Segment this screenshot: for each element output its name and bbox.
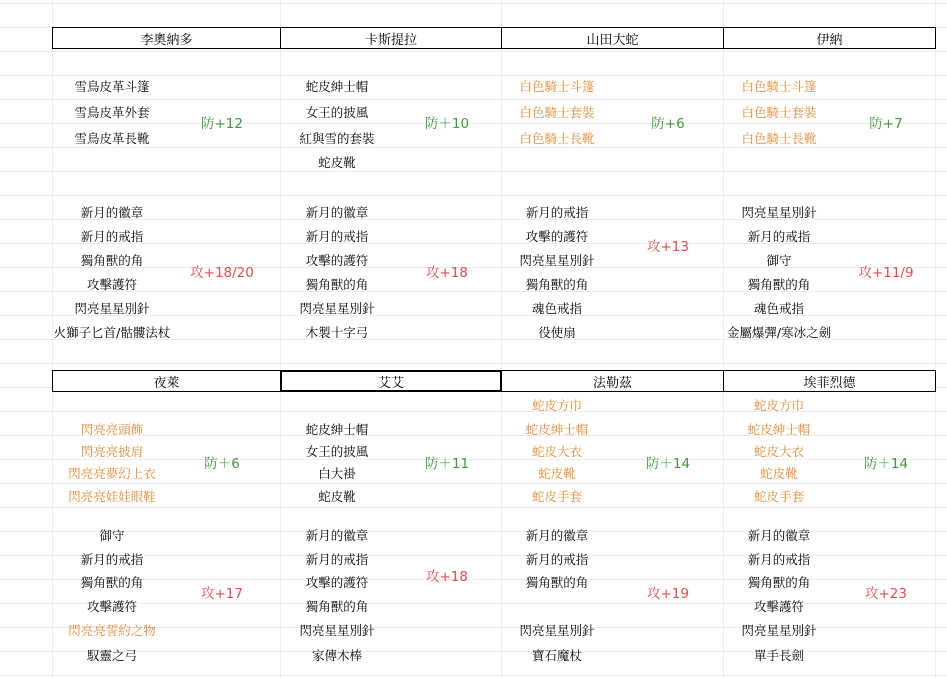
gridline-horizontal	[0, 675, 947, 676]
weapon-item: 閃亮星星別針	[299, 301, 375, 316]
armor-item: 白色騎士長靴	[519, 131, 595, 146]
weapon-item: 單手長劍	[753, 648, 805, 663]
armor-item: 白大褂	[318, 466, 356, 481]
armor-item: 蛇皮紳士帽	[525, 422, 589, 437]
defense-stat: 防＋14	[645, 456, 691, 472]
armor-item: 白色騎士斗篷	[741, 79, 817, 94]
armor-item: 蛇皮大衣	[531, 444, 583, 459]
armor-item: 紅與雪的套裝	[299, 131, 375, 146]
character-header[interactable]: 李奧納多	[52, 27, 281, 49]
gridline-horizontal	[0, 603, 947, 604]
gridline-horizontal	[0, 75, 947, 76]
weapon-item: 新月的徽章	[305, 205, 369, 220]
weapon-item: 役使扇	[538, 325, 576, 340]
armor-item: 雪鳥皮革斗篷	[74, 79, 150, 94]
defense-stat: 防+7	[869, 116, 903, 132]
weapon-item: 新月的徽章	[525, 528, 589, 543]
armor-item: 女王的披風	[305, 105, 369, 120]
gridline-horizontal	[0, 651, 947, 652]
gridline-horizontal	[0, 51, 947, 52]
armor-item: 雪鳥皮革外套	[74, 105, 150, 120]
weapon-item: 魂色戒指	[753, 301, 805, 316]
weapon-item: 獨角獸的角	[80, 575, 144, 590]
weapon-item: 獨角獸的角	[747, 575, 811, 590]
weapon-item: 閃亮星星別針	[74, 301, 150, 316]
weapon-item: 新月的戒指	[305, 552, 369, 567]
attack-stat: 攻+18	[426, 569, 468, 585]
weapon-item: 寶石魔杖	[531, 648, 583, 663]
armor-item: 蛇皮紳士帽	[747, 422, 811, 437]
gridline-horizontal	[0, 171, 947, 172]
gridline-horizontal	[0, 483, 947, 484]
armor-item: 白色騎士套裝	[519, 105, 595, 120]
weapon-item: 家傳木棒	[311, 648, 363, 663]
weapon-item: 獨角獸的角	[747, 277, 811, 292]
weapon-item: 金屬爆彈/寒冰之劍	[726, 325, 832, 340]
weapon-item: 火獅子匕首/骷髏法杖	[53, 325, 171, 340]
armor-item: 蛇皮手套	[753, 489, 805, 504]
attack-stat: 攻+11/9	[858, 265, 914, 281]
gridline-horizontal	[0, 195, 947, 196]
weapon-item: 閃亮星星別針	[741, 205, 817, 220]
weapon-item: 獨角獸的角	[80, 253, 144, 268]
weapon-item: 攻擊的護符	[305, 575, 369, 590]
character-header[interactable]: 山田大蛇	[501, 27, 724, 49]
weapon-item: 攻擊的護符	[525, 229, 589, 244]
defense-stat: 防+12	[201, 116, 243, 132]
defense-stat: 防＋10	[424, 116, 470, 132]
weapon-item: 新月的戒指	[747, 552, 811, 567]
armor-item: 蛇皮靴	[538, 466, 576, 481]
attack-stat: 攻+13	[647, 239, 689, 255]
weapon-item: 獨角獸的角	[305, 599, 369, 614]
gridline-horizontal	[0, 507, 947, 508]
armor-item: 蛇皮紳士帽	[305, 422, 369, 437]
character-header[interactable]: 伊納	[723, 27, 936, 49]
character-header[interactable]: 法勒茲	[501, 370, 724, 392]
weapon-item: 閃亮亮誓約之物	[68, 623, 156, 638]
gridline-horizontal	[0, 363, 947, 364]
weapon-item: 閃亮星星別針	[299, 623, 375, 638]
weapon-item: 新月的徽章	[80, 205, 144, 220]
weapon-item: 攻擊護符	[753, 599, 805, 614]
armor-item: 白色騎士長靴	[741, 131, 817, 146]
weapon-item: 獨角獸的角	[305, 277, 369, 292]
attack-stat: 攻+17	[201, 586, 243, 602]
weapon-item: 攻擊護符	[86, 599, 138, 614]
weapon-item: 新月的戒指	[747, 229, 811, 244]
weapon-item: 新月的戒指	[80, 229, 144, 244]
armor-item: 閃亮亮娃娃眼鞋	[68, 489, 156, 504]
weapon-item: 新月的戒指	[305, 229, 369, 244]
armor-item: 蛇皮手套	[531, 489, 583, 504]
defense-stat: 防＋14	[863, 456, 909, 472]
defense-stat: 防＋6	[204, 456, 240, 472]
armor-item: 蛇皮靴	[760, 466, 798, 481]
weapon-item: 攻擊護符	[86, 277, 138, 292]
armor-item: 雪鳥皮革長靴	[74, 131, 150, 146]
weapon-item: 木製十字弓	[305, 325, 369, 340]
armor-item: 蛇皮方巾	[753, 398, 805, 413]
armor-item: 閃亮亮頭飾	[80, 422, 144, 437]
attack-stat: 攻+18/20	[190, 265, 254, 281]
weapon-item: 魂色戒指	[531, 301, 583, 316]
armor-item: 白色騎士斗篷	[519, 79, 595, 94]
weapon-item: 攻擊的護符	[305, 253, 369, 268]
weapon-item: 新月的戒指	[525, 205, 589, 220]
weapon-item: 新月的戒指	[80, 552, 144, 567]
character-header[interactable]: 埃菲烈德	[723, 370, 936, 392]
weapon-item: 閃亮星星別針	[741, 623, 817, 638]
armor-item: 蛇皮靴	[318, 489, 356, 504]
weapon-item: 閃亮星星別針	[519, 623, 595, 638]
character-header[interactable]: 夜萊	[52, 370, 281, 392]
weapon-item: 新月的徽章	[305, 528, 369, 543]
gridline-horizontal	[0, 147, 947, 148]
armor-item: 閃亮亮夢幻上衣	[68, 466, 156, 481]
armor-item: 蛇皮靴	[318, 155, 356, 170]
armor-item: 蛇皮紳士帽	[305, 79, 369, 94]
attack-stat: 攻+19	[647, 586, 689, 602]
armor-item: 女王的披風	[305, 444, 369, 459]
character-header[interactable]: 艾艾	[280, 370, 502, 392]
weapon-item: 獨角獸的角	[525, 277, 589, 292]
weapon-item: 閃亮星星別針	[519, 253, 595, 268]
armor-item: 蛇皮大衣	[753, 444, 805, 459]
gridline-horizontal	[0, 411, 947, 412]
weapon-item: 獨角獸的角	[525, 575, 589, 590]
gridline-horizontal	[0, 3, 947, 4]
weapon-item: 御守	[99, 528, 125, 543]
weapon-item: 御守	[766, 253, 792, 268]
weapon-item: 新月的戒指	[525, 552, 589, 567]
armor-item: 蛇皮方巾	[531, 398, 583, 413]
armor-item: 白色騎士套裝	[741, 105, 817, 120]
gridline-horizontal	[0, 123, 947, 124]
weapon-item: 新月的徽章	[747, 528, 811, 543]
defense-stat: 防＋11	[424, 456, 470, 472]
gridline-horizontal	[0, 99, 947, 100]
weapon-item: 馭靈之弓	[86, 648, 138, 663]
attack-stat: 攻+18	[426, 265, 468, 281]
attack-stat: 攻+23	[865, 586, 907, 602]
defense-stat: 防+6	[651, 116, 685, 132]
character-header[interactable]: 卡斯提拉	[280, 27, 502, 49]
armor-item: 閃亮亮披肩	[80, 444, 144, 459]
